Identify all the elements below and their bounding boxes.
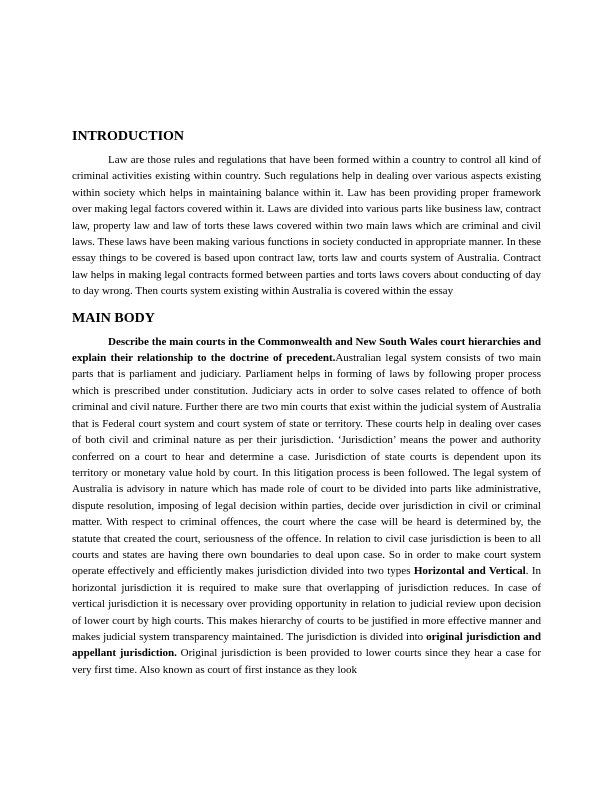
introduction-paragraph: Law are those rules and regulations that have been formed within a country to control all kind of criminal activities existing within country. Such regulations help in dealing over various aspects existing within society which helps in maintaining balance within it. Law has been providing proper framework over making legal factors covered within it. Laws are divided into various parts like business law, contract law, property law and law of torts these laws covered within two main laws which are criminal and civil laws. These laws have been making various functions in society conducted in appropriate manner. In these essay things to be covered is based upon contract law, torts law and courts system of Australia. Contract law helps in making legal contracts formed between parties and torts laws covers about conducting of day to day wrong. Then courts system existing within Australia is covered within the essay [72, 154, 541, 298]
bold-term-horizontal-vertical: Horizontal and Vertical [413, 565, 526, 578]
main-body-heading: MAIN BODY [72, 310, 155, 326]
body-text-3: Original jurisdiction is been provided to lower courts since they hear a case for very first time. Also known as court of first instance as they look [72, 647, 541, 676]
page-content [72, 128, 541, 678]
main-body-paragraph [72, 334, 541, 679]
introduction-heading: INTRODUCTION [72, 129, 185, 144]
body-text-1: Australian legal system consists of two main parts that is parliament and judiciary. Parliament helps in forming of laws by following proper process which is prescribed under constitution. Judiciary acts in order to solve cases related to offence of both criminal and civil nature. Further there are two min courts that exist within the judicial system of Australia that is Federal court system and court system of state or territory. These courts help in dealing over cases of both civil and criminal nature as per their jurisdiction. ‘Jurisdiction’ means the power and authority conferred on a court to hear and determine a case. Jurisdiction of state courts is dependent upon its territory or monetary value hold by court. In this litigation process is been followed. The legal system of Australia is advisory in nature which has made role of court to be divided into parts like administrative, dispute resolution, imposing of legal decision within parties, decide over jurisdiction in civil or criminal matter. With respect to criminal offences, the court where the case will be heard is determined by, the statute that created the court, seriousness of the offence. In relation to civil case jurisdiction is been to all courts and states are having there own boundaries to deal upon case. So in order to make court system operate effectively and efficiently makes jurisdiction divided into two types [72, 352, 541, 578]
bold-term-original-appellant: original jurisdiction and appellant jurisdiction. [72, 630, 541, 660]
question-text: Describe the main courts in the Commonwealth and New South Wales court hierarchies and explain their relationship to the doctrine of precedent. [72, 335, 541, 365]
body-text-2: . In horizontal jurisdiction it is required to make sure that overlapping of jurisdiction reduces. In case of vertical jurisdiction it is necessary over providing opportunity in relation to judicial review upon decision of lower court by high courts. This makes hierarchy of courts to be justified in more effective manner and makes judicial system transparency maintained. The jurisdiction is divided into [72, 565, 542, 643]
